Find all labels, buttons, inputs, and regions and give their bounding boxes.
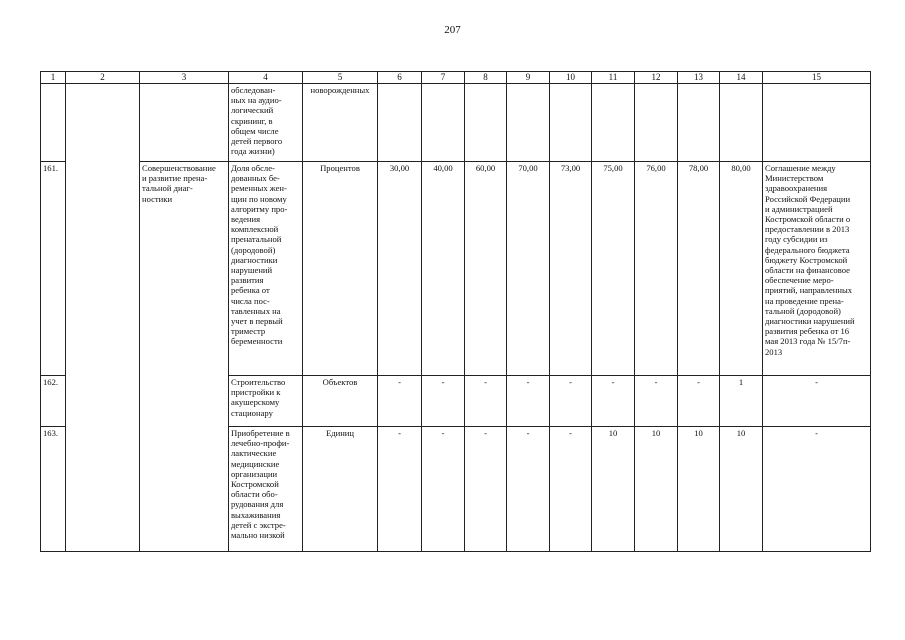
- indicator-cell: Приобретение в лечебно-профи- лактические медицинские организации Костромской области обо- рудования для выхаживания детей с экстре- мально низкой: [229, 427, 303, 552]
- value-cell: 1: [720, 376, 763, 427]
- header-cell: 4: [229, 72, 303, 84]
- header-cell: 15: [763, 72, 871, 84]
- value-cell: 75,00: [592, 162, 635, 376]
- header-row: [41, 72, 871, 84]
- header-cell: 6: [378, 72, 422, 84]
- value-cell: [720, 84, 763, 162]
- table-row: [41, 162, 871, 376]
- header-cell: 3: [140, 72, 229, 84]
- basis-cell: -: [763, 376, 871, 427]
- column-2-cell: [66, 84, 140, 552]
- value-cell: -: [378, 376, 422, 427]
- header-cell: 12: [635, 72, 678, 84]
- value-cell: [507, 84, 550, 162]
- value-cell: 10: [720, 427, 763, 552]
- value-cell: [592, 84, 635, 162]
- value-cell: -: [465, 376, 507, 427]
- value-cell: 40,00: [422, 162, 465, 376]
- value-cell: [422, 84, 465, 162]
- value-cell: 10: [678, 427, 720, 552]
- header-cell: 10: [550, 72, 592, 84]
- value-cell: [465, 84, 507, 162]
- indicator-cell: Строительство пристройки к акушерскому стационару: [229, 376, 303, 427]
- value-cell: -: [678, 376, 720, 427]
- value-cell: -: [422, 376, 465, 427]
- page-number: 207: [444, 24, 461, 36]
- value-cell: [635, 84, 678, 162]
- activity-cell: Совершенствование и развитие прена- тальной диаг- ностики: [140, 162, 229, 552]
- indicator-cell: Доля обсле- дованных бе- ременных жен- щин по новому алгоритму про- ведения комплексной пренатальной (дородовой) диагностики нарушений развития ребенка от числа пос- тавленных на учет в первый триместр беременности: [229, 162, 303, 376]
- header-cell: 8: [465, 72, 507, 84]
- value-cell: 60,00: [465, 162, 507, 376]
- value-cell: -: [550, 376, 592, 427]
- value-cell: 70,00: [507, 162, 550, 376]
- value-cell: 76,00: [635, 162, 678, 376]
- header-cell: 11: [592, 72, 635, 84]
- basis-cell: Соглашение между Министерством здравоохранения Российской Федерации и администрацией Костромской области о предоставлении в 2013 году субсидии из федерального бюджета бюджету Костромской области на финансовое обеспечение меро- приятий, направленных на проведение прена- тальной (дородовой) диагностики нарушений развития ребенка от 16 мая 2013 года № 15/7п- 2013: [763, 162, 871, 376]
- header-cell: 5: [303, 72, 378, 84]
- table-row: [41, 84, 871, 162]
- value-cell: 80,00: [720, 162, 763, 376]
- value-cell: 78,00: [678, 162, 720, 376]
- header-cell: 9: [507, 72, 550, 84]
- basis-cell: [763, 84, 871, 162]
- header-cell: 2: [66, 72, 140, 84]
- value-cell: 73,00: [550, 162, 592, 376]
- value-cell: 30,00: [378, 162, 422, 376]
- value-cell: -: [550, 427, 592, 552]
- activity-cell: [140, 84, 229, 162]
- value-cell: [550, 84, 592, 162]
- unit-cell: Процентов: [303, 162, 378, 376]
- unit-cell: Объектов: [303, 376, 378, 427]
- data-table: [40, 71, 871, 552]
- unit-cell: новорожденных: [303, 84, 378, 162]
- value-cell: -: [507, 376, 550, 427]
- value-cell: 10: [592, 427, 635, 552]
- header-cell: 14: [720, 72, 763, 84]
- basis-cell: -: [763, 427, 871, 552]
- value-cell: -: [422, 427, 465, 552]
- row-number: 161.: [41, 162, 66, 376]
- header-cell: 7: [422, 72, 465, 84]
- indicator-cell: обследован- ных на аудио- логический скрининг, в общем числе детей первого года жизни): [229, 84, 303, 162]
- row-number: [41, 84, 66, 162]
- unit-cell: Единиц: [303, 427, 378, 552]
- value-cell: [678, 84, 720, 162]
- value-cell: -: [465, 427, 507, 552]
- value-cell: -: [635, 376, 678, 427]
- header-cell: 13: [678, 72, 720, 84]
- value-cell: -: [378, 427, 422, 552]
- row-number: 163.: [41, 427, 66, 552]
- header-cell: 1: [41, 72, 66, 84]
- value-cell: 10: [635, 427, 678, 552]
- value-cell: -: [507, 427, 550, 552]
- value-cell: -: [592, 376, 635, 427]
- value-cell: [378, 84, 422, 162]
- row-number: 162.: [41, 376, 66, 427]
